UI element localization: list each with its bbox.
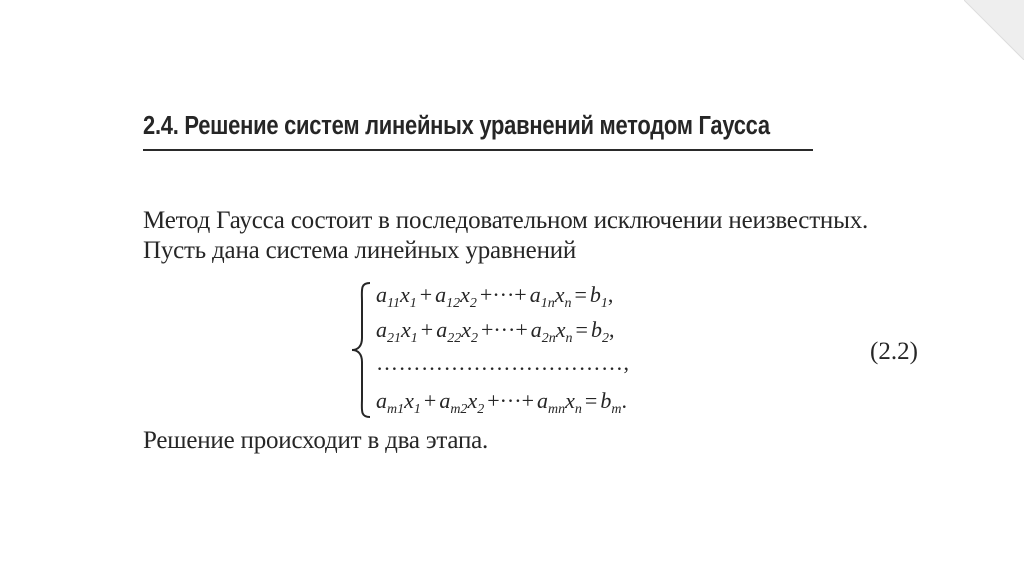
left-brace	[348, 280, 374, 420]
equation-row-2: $a_{21}x_1 + a_{22}x_2$ +···+ $a_{2n}x_n = b_2$,	[376, 317, 615, 346]
section-title: 2.4. Решение систем линейных уравнений методом Гаусса	[143, 112, 770, 140]
equation-system	[348, 280, 688, 420]
equation-number: (2.2)	[870, 338, 918, 365]
equation-row-m: $a_{m1}x_1 + a_{m2}x_2$ +···+ $a_{mn}x_n = b_m$.	[376, 388, 627, 417]
paragraph-method-description: Метод Гаусса состоит в последовательном исключении неизвестных.	[143, 207, 869, 234]
paragraph-system-intro: Пусть дана система линейных уравнений	[143, 237, 577, 264]
paragraph-two-stages: Решение происходит в два этапа.	[143, 427, 489, 454]
title-underline	[143, 149, 813, 151]
equation-row-dots: ……………………………,	[376, 350, 630, 375]
equation-row-1: $a_{11}x_1 + a_{12}x_2$ +···+ $a_{1n}x_n = b_1$,	[376, 282, 614, 311]
